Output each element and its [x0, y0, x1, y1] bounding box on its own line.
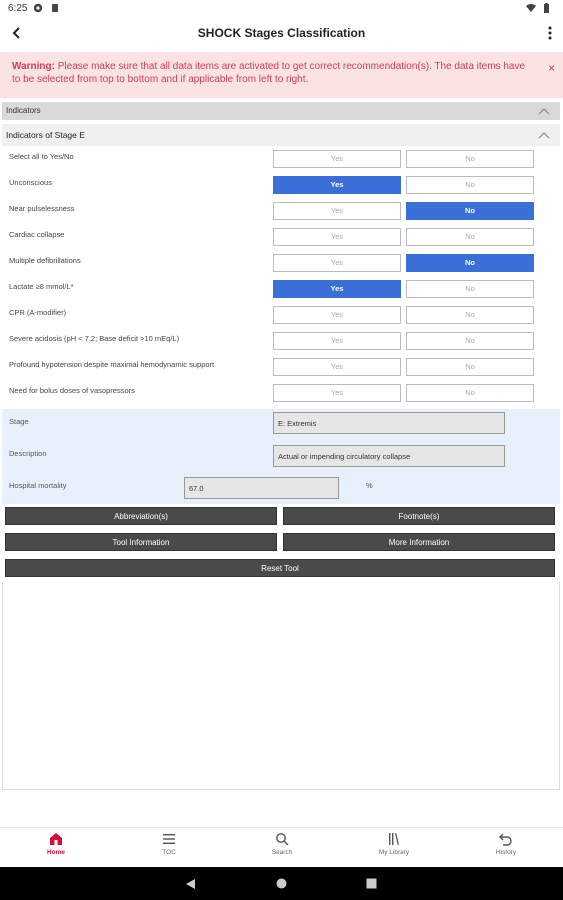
description-label: Description — [9, 449, 47, 458]
no-option[interactable]: No — [406, 358, 534, 376]
no-option[interactable]: No — [406, 150, 534, 168]
yes-option[interactable]: Yes — [273, 384, 401, 402]
search-icon — [275, 832, 289, 846]
warning-text: Please make sure that all data items are activated to get correct recommendation(s). The data items have to be selected from top to bottom and if applicable from left to right. — [12, 61, 526, 85]
library-icon — [387, 832, 401, 846]
nav-label: TOC — [162, 849, 176, 856]
indicator-row — [2, 277, 560, 303]
indicator-label: Need for bolus doses of vasopressors — [9, 386, 135, 395]
yes-option[interactable]: Yes — [273, 332, 401, 350]
sim-icon — [50, 3, 60, 13]
battery-icon — [541, 3, 551, 13]
warning-banner — [0, 52, 563, 98]
no-option[interactable]: No — [406, 280, 534, 298]
status-time: 6:25 — [8, 3, 28, 14]
nav-toc[interactable] — [139, 832, 199, 856]
indicator-row — [2, 329, 560, 355]
yes-option[interactable]: Yes — [273, 358, 401, 376]
yes-option[interactable]: Yes — [273, 306, 401, 324]
indicator-row — [2, 355, 560, 381]
indicator-label: Profound hypotension despite maximal hemodynamic support — [9, 360, 215, 369]
no-option[interactable]: No — [406, 176, 534, 194]
app-bar — [0, 18, 563, 48]
indicators-section-title: Indicators — [6, 106, 41, 115]
abbreviations-button[interactable]: Abbreviation(s) — [5, 507, 277, 525]
indicator-row — [2, 173, 560, 199]
stage-section-title: Indicators of Stage E — [6, 130, 85, 140]
no-option[interactable]: No — [406, 254, 534, 272]
yes-option[interactable]: Yes — [273, 150, 401, 168]
bottom-navigation — [0, 827, 563, 867]
no-option[interactable]: No — [406, 228, 534, 246]
mortality-label: Hospital mortality — [9, 481, 67, 490]
results-panel — [2, 409, 560, 504]
chevron-up-icon — [538, 106, 550, 116]
description-value-field: Actual or impending circulatory collapse — [273, 445, 505, 467]
no-option[interactable]: No — [406, 306, 534, 324]
page-title: SHOCK Stages Classification — [197, 26, 366, 40]
overflow-menu-button[interactable] — [541, 22, 559, 44]
indicator-row — [2, 251, 560, 277]
system-recents-icon[interactable] — [366, 878, 377, 889]
system-back-icon[interactable] — [185, 878, 196, 890]
stage-value-field: E: Extremis — [273, 412, 505, 434]
close-icon[interactable]: × — [547, 61, 555, 75]
tool-information-button[interactable]: Tool Information — [5, 533, 277, 551]
indicator-label: Multiple defibrillations — [9, 256, 81, 265]
indicator-row — [2, 303, 560, 329]
nav-home[interactable] — [26, 832, 86, 856]
nav-label: History — [495, 849, 517, 856]
nav-label: My Library — [378, 849, 410, 856]
content-panel-bottom — [2, 582, 560, 790]
chevron-up-icon — [538, 130, 550, 140]
indicator-label: Severe acidosis (pH < 7.2; Base deficit >10 mEq/L) — [9, 334, 180, 343]
system-navigation-bar — [0, 867, 563, 900]
indicator-label: CPR (A-modifier) — [9, 308, 67, 317]
indicator-row — [2, 147, 560, 173]
mortality-value-field: 67.0 — [184, 477, 339, 499]
no-option[interactable]: No — [406, 384, 534, 402]
indicator-row — [2, 199, 560, 225]
nav-my-library[interactable] — [364, 832, 424, 856]
yes-option[interactable]: Yes — [273, 202, 401, 220]
home-icon — [49, 832, 63, 846]
yes-option[interactable]: Yes — [273, 280, 401, 298]
indicator-row — [2, 225, 560, 251]
indicator-label: Near pulselessness — [9, 204, 75, 213]
indicator-label: Select all to Yes/No — [9, 152, 74, 161]
stage-section-header[interactable] — [2, 124, 560, 146]
no-option[interactable]: No — [406, 202, 534, 220]
nav-label: Home — [46, 849, 66, 856]
indicators-section-header[interactable] — [2, 102, 560, 120]
mortality-unit: % — [366, 481, 373, 490]
nav-label: Search — [271, 849, 293, 856]
status-bar — [0, 0, 563, 18]
system-home-icon[interactable] — [276, 878, 287, 889]
yes-option[interactable]: Yes — [273, 228, 401, 246]
indicator-label: Cardiac collapse — [9, 230, 65, 239]
indicator-label: Unconscious — [9, 178, 52, 187]
menu-icon — [162, 832, 176, 846]
more-information-button[interactable]: More Information — [283, 533, 555, 551]
nav-search[interactable] — [252, 832, 312, 856]
yes-option[interactable]: Yes — [273, 254, 401, 272]
indicator-row — [2, 381, 560, 407]
indicator-label: Lactate ≥8 mmol/L* — [9, 282, 74, 291]
footnotes-button[interactable]: Footnote(s) — [283, 507, 555, 525]
stage-label: Stage — [9, 417, 29, 426]
wifi-icon — [526, 3, 536, 13]
reset-tool-button[interactable]: Reset Tool — [5, 559, 555, 577]
more-vert-icon — [548, 26, 552, 40]
undo-icon — [499, 832, 513, 846]
no-option[interactable]: No — [406, 332, 534, 350]
settings-icon — [33, 3, 43, 13]
yes-option[interactable]: Yes — [273, 176, 401, 194]
warning-prefix: Warning: — [12, 61, 55, 72]
nav-history[interactable] — [476, 832, 536, 856]
